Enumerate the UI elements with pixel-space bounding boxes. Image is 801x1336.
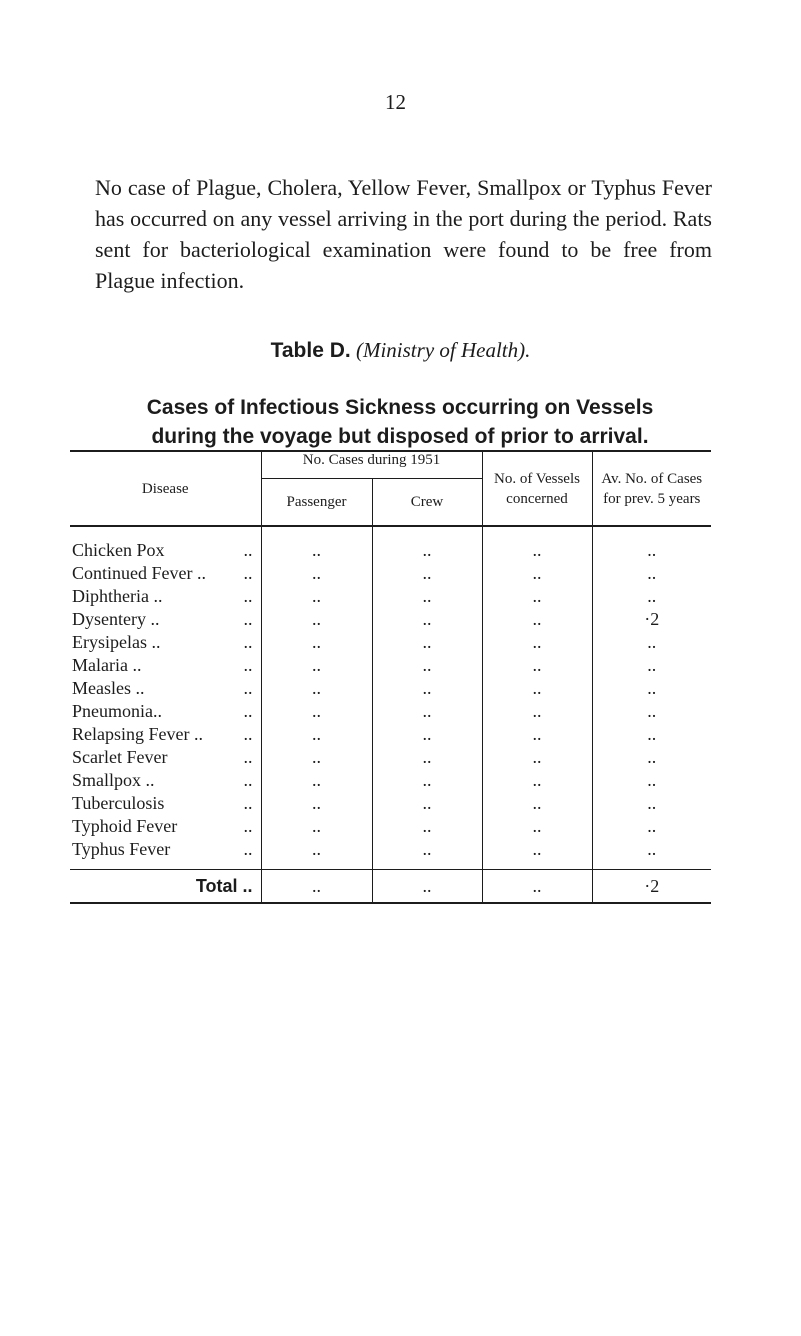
cell-crew: .. [372,838,482,870]
table-row [70,631,711,654]
leader-dots: .. [243,724,253,744]
total-passenger: .. [261,870,372,904]
leader-dots: .. [243,655,253,675]
disease-name [70,562,261,585]
cell-average: .. [592,539,711,562]
cell-crew: .. [372,700,482,723]
cell-vessels: .. [482,815,592,838]
cell-passenger: .. [261,815,372,838]
cell-passenger: .. [261,746,372,769]
cell-average: .. [592,792,711,815]
table-spacer [70,526,711,539]
table-row [70,700,711,723]
total-crew: .. [372,870,482,904]
cell-passenger: .. [261,792,372,815]
leader-dots: .. [243,540,253,560]
cell-vessels: .. [482,677,592,700]
leader-dots: .. [243,793,253,813]
disease-name [70,677,261,700]
disease-label: Smallpox .. [72,770,155,790]
cell-passenger: .. [261,631,372,654]
leader-dots: .. [243,816,253,836]
cell-average: .. [592,769,711,792]
cell-average: .. [592,631,711,654]
cell-average: .. [592,815,711,838]
table-row [70,838,711,870]
table-subtitle: Cases of Infectious Sickness occurring on Vessels during the voyage but disposed of prior to arrival. [146,396,654,448]
cell-crew: .. [372,723,482,746]
disease-label: Chicken Pox [72,540,165,560]
disease-name [70,654,261,677]
table-row [70,769,711,792]
cell-average: .. [592,723,711,746]
disease-label: Relapsing Fever .. [72,724,203,744]
disease-name [70,631,261,654]
header-cases-group [261,451,482,479]
header-disease: Disease [70,451,261,526]
total-average: ·2 [592,870,711,904]
disease-name [70,539,261,562]
cell-passenger: .. [261,539,372,562]
leader-dots: .. [243,770,253,790]
table-title [0,338,801,363]
header-passenger: Passenger [261,479,372,527]
leader-dots: .. [243,701,253,721]
cell-passenger: .. [261,723,372,746]
leader-dots: .. [243,586,253,606]
disease-label: Pneumonia.. [72,701,162,721]
disease-label: Diphtheria .. [72,586,163,606]
cell-vessels: .. [482,562,592,585]
cell-crew: .. [372,654,482,677]
cell-passenger: .. [261,700,372,723]
total-label: Total .. [70,870,261,904]
cell-average: .. [592,838,711,870]
table-row [70,585,711,608]
cell-passenger: .. [261,562,372,585]
cell-vessels: .. [482,654,592,677]
cell-vessels: .. [482,723,592,746]
cell-crew: .. [372,608,482,631]
table-row [70,746,711,769]
cell-average: .. [592,585,711,608]
header-average: Av. No. of Cases for prev. 5 years [592,451,711,526]
cell-vessels: .. [482,700,592,723]
table-row [70,608,711,631]
cell-average: .. [592,677,711,700]
disease-name [70,792,261,815]
cell-average: .. [592,746,711,769]
disease-name [70,700,261,723]
disease-label: Measles .. [72,678,145,698]
cell-passenger: .. [261,585,372,608]
table-row [70,539,711,562]
leader-dots: .. [243,632,253,652]
cell-vessels: .. [482,838,592,870]
disease-label: Typhoid Fever [72,816,178,836]
cell-vessels: .. [482,539,592,562]
cell-crew: .. [372,539,482,562]
cell-crew: .. [372,631,482,654]
table-row [70,723,711,746]
cell-passenger: .. [261,677,372,700]
header-cases-group-label: No. Cases during 1951 [302,452,441,468]
cell-crew: .. [372,746,482,769]
table-row [70,677,711,700]
cell-average: .. [592,562,711,585]
table-row [70,562,711,585]
header-crew: Crew [372,479,482,527]
table-row [70,815,711,838]
cell-crew: .. [372,769,482,792]
disease-name [70,746,261,769]
page-number: 12 [385,90,406,114]
cell-crew: .. [372,677,482,700]
leader-dots: .. [243,747,253,767]
cell-passenger: .. [261,608,372,631]
table-label: Table D. [270,339,351,362]
cell-average: .. [592,700,711,723]
cell-vessels: .. [482,608,592,631]
disease-name [70,723,261,746]
table-row [70,792,711,815]
intro-paragraph: No case of Plague, Cholera, Yellow Fever, Smallpox or Typhus Fever has occurred on any vessel arriving in the port during the period. Rats sent for bacteriological examination were found to be free from Plague infection. [95,175,712,293]
disease-name [70,608,261,631]
cell-crew: .. [372,815,482,838]
cell-crew: .. [372,562,482,585]
disease-label: Tuberculosis [72,793,165,813]
total-row [70,870,711,904]
cell-vessels: .. [482,746,592,769]
disease-label: Dysentery .. [72,609,160,629]
cell-vessels: .. [482,631,592,654]
disease-name [70,585,261,608]
disease-name [70,769,261,792]
header-vessels: No. of Vessels concerned [482,451,592,526]
total-vessels: .. [482,870,592,904]
disease-name [70,838,261,870]
cell-average: .. [592,654,711,677]
cell-vessels: .. [482,585,592,608]
disease-label: Continued Fever .. [72,563,206,583]
cell-vessels: .. [482,792,592,815]
disease-label: Malaria .. [72,655,142,675]
infectious-sickness-table [70,450,711,904]
disease-label: Scarlet Fever [72,747,168,767]
cell-passenger: .. [261,838,372,870]
leader-dots: .. [243,563,253,583]
table-ministry: (Ministry of Health). [355,338,531,362]
cell-crew: .. [372,585,482,608]
leader-dots: .. [243,678,253,698]
cell-vessels: .. [482,769,592,792]
disease-name [70,815,261,838]
leader-dots: .. [243,839,253,859]
cell-crew: .. [372,792,482,815]
cell-passenger: .. [261,654,372,677]
disease-label: Typhus Fever [72,839,171,859]
leader-dots: .. [243,609,253,629]
cell-passenger: .. [261,769,372,792]
disease-label: Erysipelas .. [72,632,161,652]
table-row [70,654,711,677]
cell-average: ·2 [592,608,711,631]
